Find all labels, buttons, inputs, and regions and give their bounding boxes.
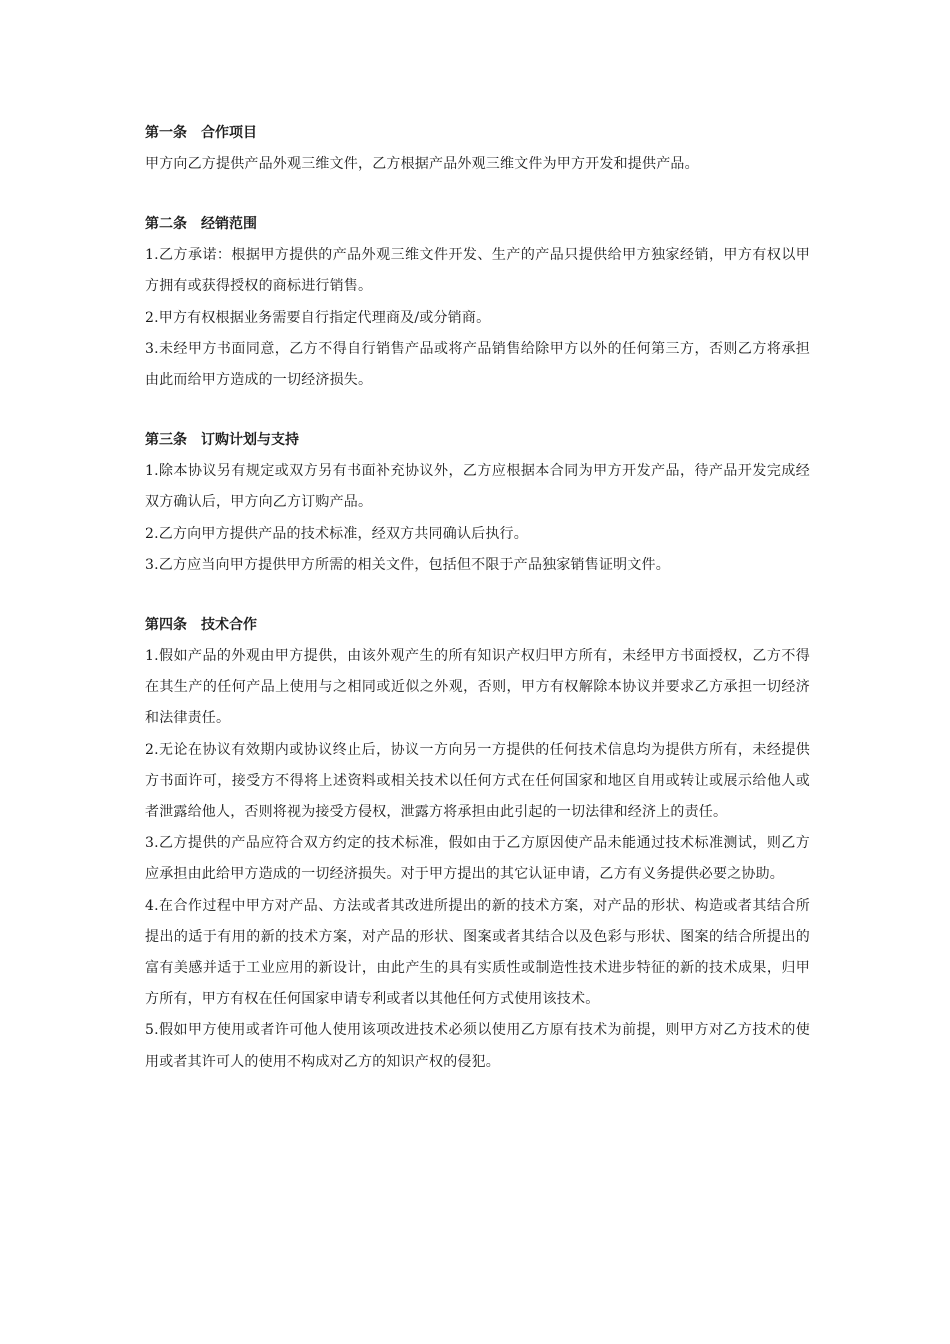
article-paragraph: 3.乙方应当向甲方提供甲方所需的相关文件，包括但不限于产品独家销售证明文件。: [145, 556, 670, 573]
article-paragraph: 2.甲方有权根据业务需要自行指定代理商及/或分销商。: [145, 309, 491, 326]
article-heading: 第四条 技术合作: [145, 617, 257, 634]
article-heading: 第三条 订购计划与支持: [145, 432, 299, 449]
article-paragraph: 4.在合作过程中甲方对产品、方法或者其改进所提出的新的技术方案，对产品的形状、构造或者其结合所提出的适于有用的新的技术方案，对产品的形状、图案或者其结合以及色彩与形状、图案的结合所提出的富有美感并适于工业应用的新设计，由此产生的具有实质性或制造性技术进步特征的新的技术成果，归甲方所有，甲方有权在任何国家申请专利或者以其他任何方式使用该技术。: [145, 897, 810, 1008]
article-paragraph: 3.乙方提供的产品应符合双方约定的技术标准，假如由于乙方原因使产品未能通过技术标准测试，则乙方应承担由此给甲方造成的一切经济损失。对于甲方提出的其它认证申请，乙方有义务提供必要之协助。: [145, 835, 810, 883]
article-1: [145, 118, 810, 180]
article-paragraph: 1.除本协议另有规定或双方另有书面补充协议外，乙方应根据本合同为甲方开发产品，待产品开发完成经双方确认后，甲方向乙方订购产品。: [145, 463, 810, 511]
article-2: [145, 209, 810, 396]
article-3: [145, 425, 810, 581]
article-paragraph: 1.假如产品的外观由甲方提供，由该外观产生的所有知识产权归甲方所有，未经甲方书面授权，乙方不得在其生产的任何产品上使用与之相同或近似之外观，否则，甲方有权解除本协议并要求乙方承担一切经济和法律责任。: [145, 648, 810, 727]
article-paragraph: 5.假如甲方使用或者许可他人使用该项改进技术必须以使用乙方原有技术为前提，则甲方对乙方技术的使用或者其许可人的使用不构成对乙方的知识产权的侵犯。: [145, 1022, 810, 1070]
article-paragraph: 3.未经甲方书面同意，乙方不得自行销售产品或将产品销售给除甲方以外的任何第三方，否则乙方将承担由此而给甲方造成的一切经济损失。: [145, 340, 810, 389]
article-paragraph: 1.乙方承诺：根据甲方提供的产品外观三维文件开发、生产的产品只提供给甲方独家经销，甲方有权以甲方拥有或获得授权的商标进行销售。: [145, 247, 810, 295]
article-4: [145, 610, 810, 1078]
document-body: [145, 118, 810, 1107]
article-paragraph: 2.无论在协议有效期内或协议终止后，协议一方向另一方提供的任何技术信息均为提供方所有，未经提供方书面许可，接受方不得将上述资料或相关技术以任何方式在任何国家和地区自用或转让或展示给他人或者泄露给他人，否则将视为接受方侵权，泄露方将承担由此引起的一切法律和经济上的责任。: [145, 741, 810, 821]
article-heading: 第一条 合作项目: [145, 125, 257, 141]
article-paragraph: 甲方向乙方提供产品外观三维文件，乙方根据产品外观三维文件为甲方开发和提供产品。: [145, 156, 699, 172]
article-paragraph: 2.乙方向甲方提供产品的技术标准，经双方共同确认后执行。: [145, 525, 528, 542]
article-heading: 第二条 经销范围: [145, 216, 257, 233]
